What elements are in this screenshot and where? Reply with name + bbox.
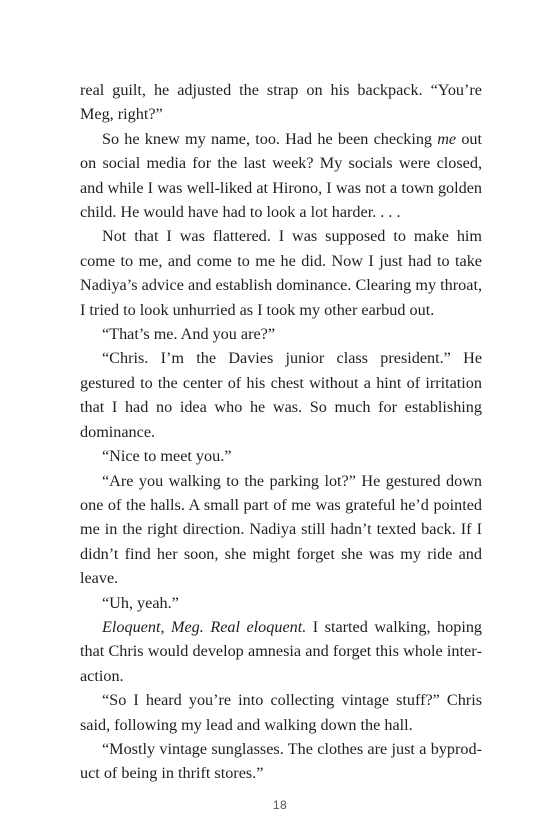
text-run: Not that I was flattered. I was supposed to make him come to me, and come to me he did. Now I just had to take Nadiya’s advice and establish dominance. Clearing my throat, I tried to look unhurried as I took my other earbud out.: [80, 227, 482, 319]
text-run: “So I heard you’re into collecting vintage stuff?” Chris said, following my lead and walking down the hall.: [80, 691, 482, 734]
text-run: “Mostly vintage sunglasses. The clothes are just a byproduct of being in thrift stores.”: [80, 739, 482, 783]
paragraph: [80, 688, 482, 737]
paragraph: [80, 322, 482, 346]
paragraph: [80, 469, 482, 591]
text-run: “Nice to meet you.”: [102, 447, 232, 466]
text-run: “Are you walking to the parking lot?” He gestured down one of the halls. A small part of me was grateful he’d pointed me in the right direction. Nadiya still hadn’t texted back. If I didn’t find her soon, she might forget she was my ride and leave.: [80, 471, 482, 588]
page-number: 18: [272, 798, 288, 812]
italic-text-run: Eloquent, Meg. Real eloquent.: [102, 617, 307, 636]
paragraph: [80, 346, 482, 444]
text-run: real guilt, he adjusted the strap on his backpack. “You’re Meg, right?”: [80, 81, 482, 124]
body-text: [80, 78, 482, 786]
paragraph: [80, 78, 482, 127]
text-run: out on social media for the last week? My socials were closed, and while I was well-liked at Hirono, I was not a town golden child. He would have had to look a lot harder. . . .: [80, 129, 482, 222]
paragraph: [80, 615, 482, 688]
text-run: “Uh, yeah.”: [102, 593, 179, 612]
paragraph: [80, 444, 482, 468]
paragraph: [80, 737, 482, 786]
paragraph: [80, 591, 482, 615]
text-run: So he knew my name, too. Had he been checking: [102, 129, 438, 148]
paragraph: [80, 224, 482, 322]
text-run: I started walking, hoping that Chris would develop amnesia and forget this whole interaction.: [80, 617, 483, 685]
italic-text-run: me: [437, 129, 457, 148]
text-run: “That’s me. And you are?”: [102, 325, 276, 344]
paragraph: [80, 127, 482, 225]
text-run: “Chris. I’m the Davies junior class president.” He gestured to the center of his chest without a hint of irritation that I had no idea who he was. So much for establishing dominance.: [80, 349, 482, 441]
